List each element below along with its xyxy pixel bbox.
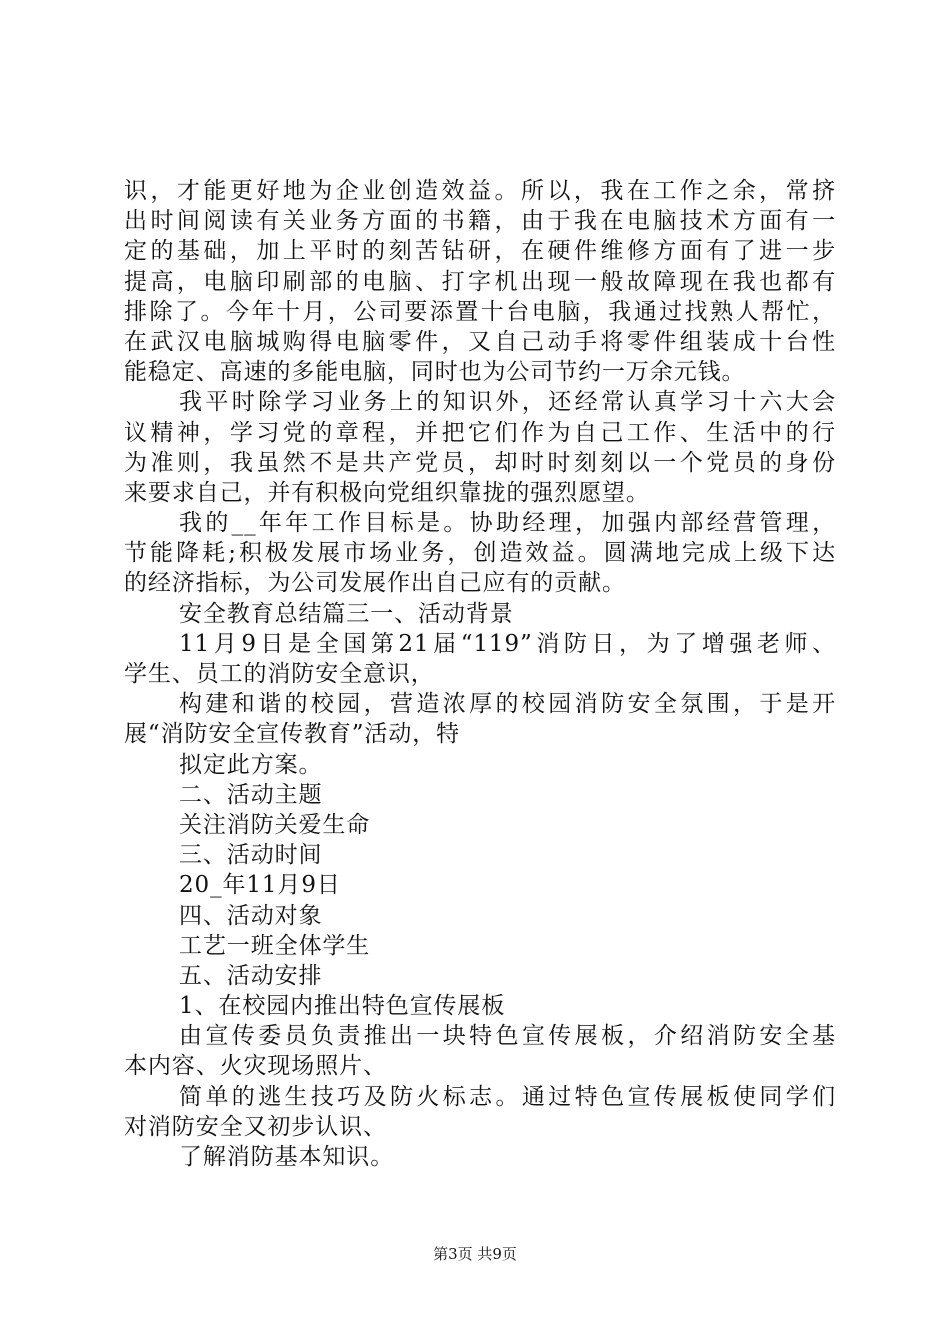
- text-line: 能稳定、高速的多能电脑，同时也为公司节约一万余元钱。: [124, 359, 746, 386]
- text-line: 拟定此方案。: [179, 751, 323, 778]
- text-line: 我的__年年工作目标是。协助经理，加强内部经营管理，: [179, 510, 836, 537]
- section-heading: 三、活动时间: [179, 842, 323, 869]
- text-line: 11月9日是全国第21届“119”消防日，为了增强老师、: [179, 630, 836, 657]
- text-line: 在武汉电脑城购得电脑零件，又自己动手将零件组装成十台性: [124, 328, 836, 355]
- text-line: 学生、员工的消防安全意识，: [124, 661, 435, 687]
- text-line: 提高，电脑印刷部的电脑、打字机出现一般故障现在我也都有: [124, 268, 836, 295]
- text-line: 工艺一班全体学生: [179, 932, 371, 959]
- text-line: 来要求自己，并有积极向党组织靠拢的强烈愿望。: [124, 479, 650, 506]
- text-line: 了解消防基本知识。: [179, 1144, 395, 1170]
- section-heading: 二、活动主题: [179, 781, 323, 808]
- text-line: 议精神，学习党的章程，并把它们作为自己工作、生活中的行: [124, 419, 836, 446]
- text-line: 为准则，我虽然不是共产党员，却时时刻刻以一个党员的身份: [124, 449, 836, 476]
- text-line: 对消防安全又初步认识、: [124, 1113, 387, 1140]
- page-number: 第3页 共9页: [433, 1245, 517, 1263]
- section-heading: 五、活动安排: [179, 962, 323, 989]
- section-heading: 四、活动对象: [179, 902, 323, 929]
- text-line: 由宣传委员负责推出一块特色宣传展板，介绍消防安全基: [179, 1023, 836, 1050]
- document-body: [124, 176, 836, 1172]
- text-line: 出时间阅读有关业务方面的书籍，由于我在电脑技术方面有一: [124, 208, 836, 235]
- text-line: 节能降耗;积极发展市场业务，创造效益。圆满地完成上级下达: [124, 540, 836, 567]
- section-heading: 安全教育总结篇三一、活动背景: [179, 600, 514, 627]
- text-line: 的经济指标，为公司发展作出自己应有的贡献。: [124, 570, 626, 597]
- text-line: 识，才能更好地为企业创造效益。所以，我在工作之余，常挤: [124, 178, 836, 204]
- text-line: 构建和谐的校园，营造浓厚的校园消防安全氛围，于是开: [179, 691, 836, 718]
- text-line: 关注消防关爱生命: [179, 811, 371, 838]
- text-line: 排除了。今年十月，公司要添置十台电脑，我通过找熟人帮忙，: [124, 298, 836, 325]
- text-line: 展“消防安全宣传教育”活动，特: [124, 721, 461, 748]
- text-line: 本内容、火灾现场照片、: [124, 1053, 387, 1080]
- text-line: 20_年11月9日: [179, 872, 341, 899]
- text-line: 简单的逃生技巧及防火标志。通过特色宣传展板使同学们: [179, 1083, 836, 1110]
- list-item: 1、在校园内推出特色宣传展板: [179, 993, 506, 1020]
- text-line: 我平时除学习业务上的知识外，还经常认真学习十六大会: [179, 389, 836, 416]
- text-line: 定的基础，加上平时的刻苦钻研，在硬件维修方面有了进一步: [124, 238, 836, 265]
